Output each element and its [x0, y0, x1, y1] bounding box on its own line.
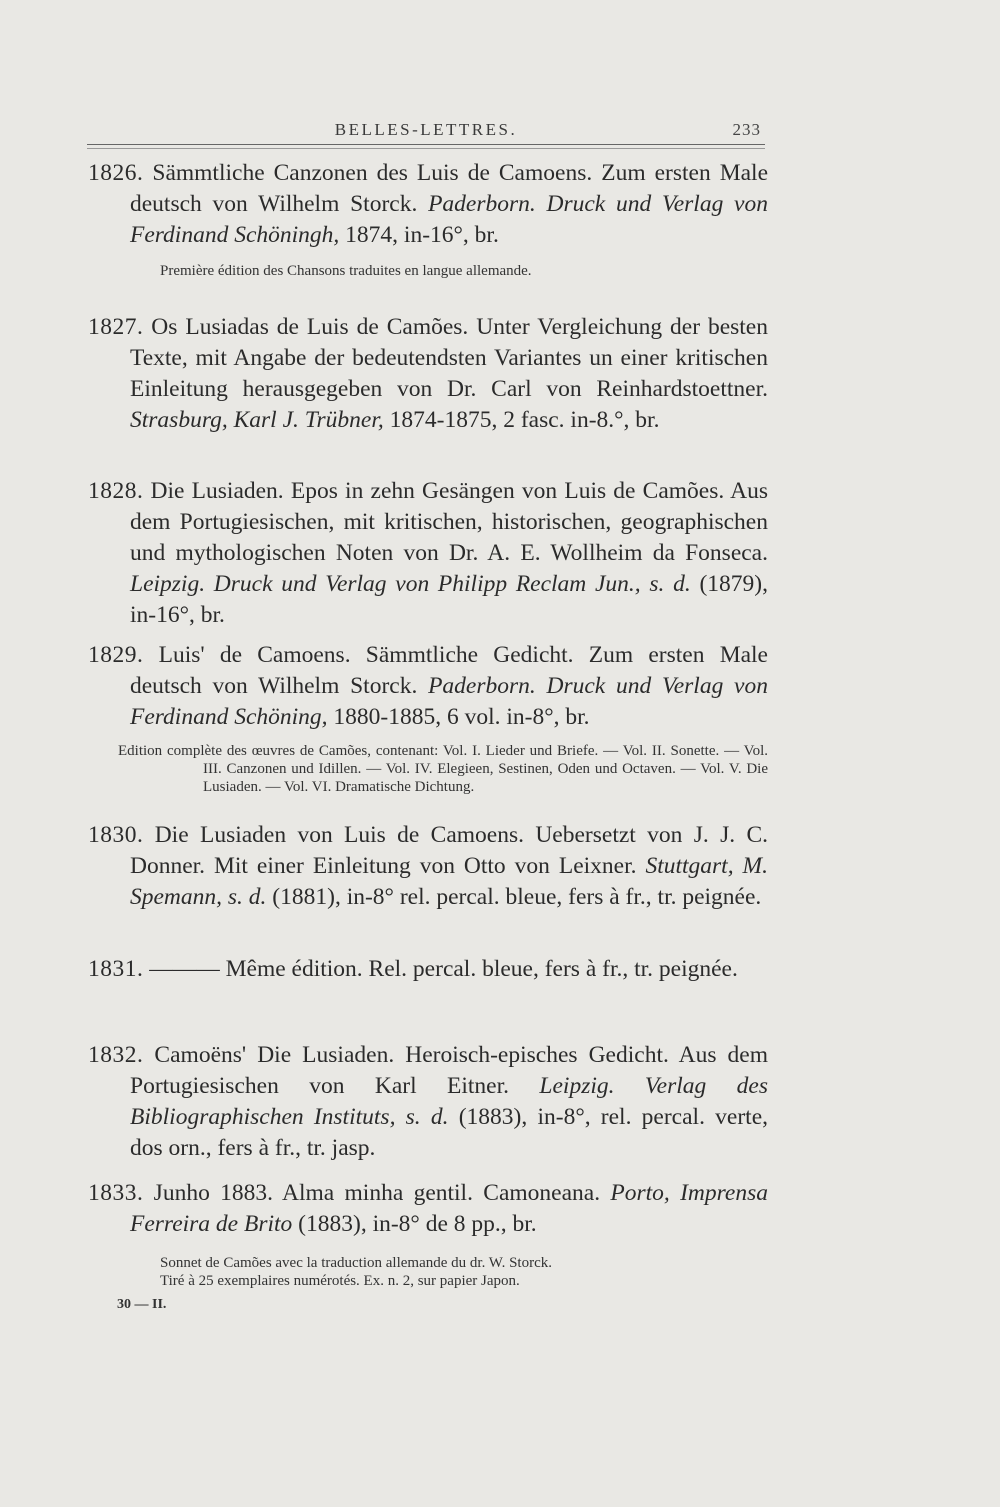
header-rule-thin: [87, 148, 765, 149]
page-number: 233: [732, 120, 761, 139]
entry-text: Luis' de Camoens. Sämmtliche Gedicht. Zum ersten Male deutsch von Wilhelm Storck.: [130, 642, 768, 699]
note-1826: [88, 262, 768, 280]
entry-number: 1832.: [88, 1042, 144, 1068]
entry-1830: [88, 820, 768, 913]
entry-text: Sämmtliche Canzonen des Luis de Camoens. Zum ersten Male deutsch von Wilhelm Storck.: [130, 160, 768, 217]
entry-text: Os Lusiadas de Luis de Camões. Unter Vergleichung der besten Texte, mit Angabe der bedeutendsten Variantes un einer kritischen Einleitung herausgegeben von Dr. Carl von Reinhardstoettner.: [130, 314, 768, 402]
entry-format: (1881), in-8° rel. percal. bleue, fers à fr., tr. peignée.: [266, 884, 762, 910]
entry-number: 1826.: [88, 160, 144, 186]
entry-imprint: Leipzig. Verlag des Bibliographischen Instituts, s. d.: [130, 1073, 768, 1130]
entry-imprint: Paderborn. Druck und Verlag von Ferdinand Schöningh,: [130, 191, 768, 248]
entry-imprint: Stuttgart, M. Spemann, s. d.: [130, 853, 768, 910]
entry-text: Junho 1883. Alma minha gentil. Camoneana.: [143, 1180, 611, 1206]
entry-text: Camoëns' Die Lusiaden. Heroisch-episches Gedicht. Aus dem Portugiesischen von Karl Eitner.: [130, 1042, 768, 1099]
entry-1833: [88, 1178, 768, 1240]
entry-number: 1829.: [88, 642, 144, 668]
entry-format: (1883), in-8° de 8 pp., br.: [292, 1211, 537, 1237]
note-1829: [88, 742, 768, 796]
signature-mark: 30 — II.: [117, 1297, 167, 1312]
entry-imprint: Leipzig. Druck und Verlag von Philipp Reclam Jun., s. d.: [130, 571, 691, 597]
note-text-line2: Tiré à 25 exemplaires numérotés. Ex. n. 2, sur papier Japon.: [160, 1273, 520, 1289]
entry-number: 1828.: [88, 478, 144, 504]
entry-imprint: Strasburg, Karl J. Trübner,: [130, 407, 384, 433]
entry-1832: [88, 1040, 768, 1164]
header-rule: [87, 144, 765, 145]
entry-format: (1879), in-16°, br.: [130, 571, 769, 628]
entry-format: 1874, in-16°, br.: [339, 222, 499, 248]
note-text: Edition complète des œuvres de Camões, contenant: Vol. I. Lieder und Briefe. — Vol. II. Sonette. — Vol. III. Canzonen und Idillen. — Vol. IV. Elegieen, Sestinen, Oden und Octaven. — Vol. V. Die Lusiaden. — Vol. VI. Dramatische Dichtung.: [118, 743, 768, 795]
entry-number: 1830.: [88, 822, 144, 848]
running-title: BELLES-LETTRES.: [334, 120, 518, 139]
entry-imprint: Porto, Imprensa Ferreira de Brito: [130, 1180, 768, 1237]
entry-1829: [88, 640, 768, 733]
entry-1831: [88, 954, 768, 985]
entry-format: 1874-1875, 2 fasc. in-8.°, br.: [383, 407, 660, 433]
entry-1827: [88, 312, 768, 436]
page-header: [87, 116, 765, 146]
entry-text: ——— Même édition. Rel. percal. bleue, fers à fr., tr. peignée.: [143, 956, 738, 982]
entry-text: Die Lusiaden. Epos in zehn Gesängen von Luis de Camões. Aus dem Portugiesischen, mit kritischen, historischen, geographischen und mythologischen Noten von Dr. A. E. Wollheim da Fonseca.: [130, 478, 768, 566]
note-1833: [88, 1254, 768, 1290]
entry-1826: [88, 158, 768, 251]
entry-text: Die Lusiaden von Luis de Camoens. Uebersetzt von J. J. C. Donner. Mit einer Einleitung von Otto von Leixner.: [130, 822, 768, 879]
entry-number: 1827.: [88, 314, 144, 340]
note-text-line1: Sonnet de Camões avec la traduction allemande du dr. W. Storck.: [160, 1255, 552, 1271]
entry-format: (1883), in-8°, rel. percal. verte, dos orn., fers à fr., tr. jasp.: [130, 1104, 768, 1161]
entry-number: 1833.: [88, 1180, 144, 1206]
entry-1828: [88, 476, 768, 631]
entry-format: 1880-1885, 6 vol. in-8°, br.: [327, 704, 590, 730]
note-text: Première édition des Chansons traduites en langue allemande.: [160, 263, 532, 279]
entry-imprint: Paderborn. Druck und Verlag von Ferdinand Schöning,: [130, 673, 768, 730]
entry-number: 1831.: [88, 956, 144, 982]
